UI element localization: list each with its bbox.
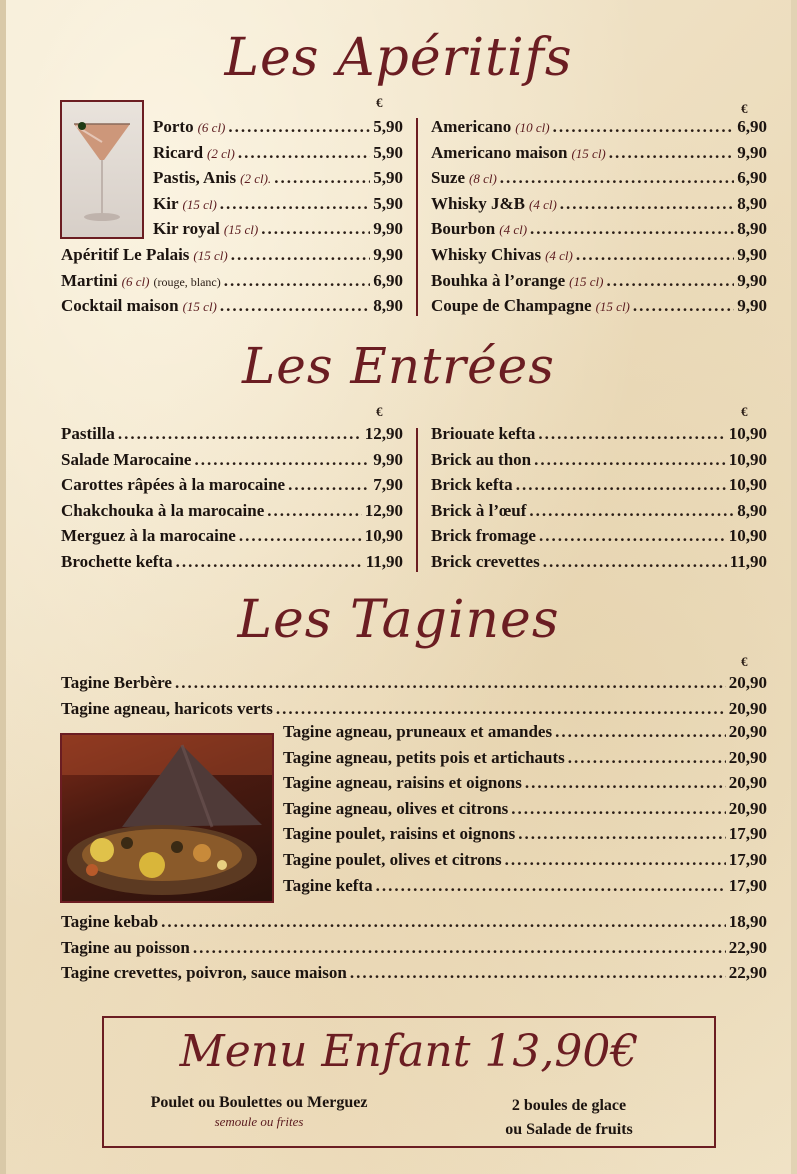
menu-item — [61, 501, 403, 527]
menu-item-volume: (15 cl) — [569, 273, 604, 289]
menu-item-price: 6,90 — [737, 117, 767, 136]
menu-item-name: Carottes râpées à la marocaine — [61, 475, 286, 495]
menu-item-volume: (15 cl) — [571, 145, 606, 161]
menu-item-volume: (4 cl) — [529, 196, 557, 212]
menu-item-leader — [568, 748, 726, 768]
menu-item-price: 8,90 — [373, 296, 403, 316]
aperitifs-left-column — [153, 117, 403, 245]
menu-item-name: Kir — [153, 193, 179, 213]
menu-item-leader — [220, 296, 370, 316]
menu-item-price: 20,90 — [728, 798, 767, 818]
menu-item-leader — [238, 143, 370, 163]
menu-item — [283, 799, 767, 825]
menu-item-price: 11,90 — [729, 551, 767, 571]
menu-item-price: 5,90 — [373, 117, 403, 136]
menu-item-volume: (2 cl). — [240, 171, 272, 187]
menu-item-name: Americano — [431, 117, 512, 136]
menu-item-leader — [194, 450, 370, 470]
menu-item-leader — [576, 245, 734, 265]
entrees-right-column — [431, 424, 767, 578]
entrees-title: Les Entrées — [242, 337, 555, 395]
menu-item-name: Tagine Berbère — [61, 673, 172, 692]
column-divider — [416, 118, 418, 316]
menu-item-name: Brick au thon — [431, 449, 532, 469]
menu-item-price: 12,90 — [364, 500, 403, 520]
menu-item-price: 5,90 — [373, 168, 403, 188]
menu-item-variant: (rouge, blanc) — [153, 274, 221, 289]
menu-item-leader — [274, 168, 370, 188]
menu-item — [61, 673, 767, 699]
menu-item-price: 9,90 — [737, 296, 767, 316]
menu-item-leader — [606, 271, 734, 291]
menu-item-leader — [539, 526, 726, 546]
menu-item-name: Bouhka à l’orange — [431, 270, 566, 290]
entrees-left-column — [61, 424, 403, 578]
menu-item-leader — [538, 424, 725, 444]
menu-item-price: 7,90 — [373, 475, 403, 495]
menu-item-name: Brochette kefta — [61, 551, 173, 571]
menu-item — [431, 424, 767, 450]
menu-item-leader — [261, 219, 370, 239]
menu-item-price: 12,90 — [364, 424, 403, 443]
menu-item-price: 9,90 — [373, 449, 403, 469]
menu-item — [431, 296, 767, 322]
menu-item — [61, 424, 403, 450]
tagine-dish-icon — [62, 735, 272, 901]
menu-item-price: 6,90 — [373, 270, 403, 290]
menu-item-volume: (6 cl) — [197, 120, 226, 135]
menu-item-leader — [534, 450, 726, 470]
menu-item-leader — [267, 501, 362, 521]
menu-item-price: 10,90 — [728, 424, 767, 443]
menu-item-name: Cocktail maison — [61, 296, 179, 316]
menu-item — [283, 722, 767, 748]
menu-enfant-box — [102, 1016, 716, 1148]
menu-item-leader — [175, 673, 726, 693]
menu-item-name: Whisky J&B — [431, 193, 525, 213]
tagines-bottom-list — [61, 912, 767, 989]
menu-item-leader — [516, 475, 726, 495]
menu-item-volume: (15 cl) — [595, 299, 630, 315]
menu-item — [431, 552, 767, 578]
menu-item-volume: (8 cl) — [469, 171, 497, 187]
menu-enfant-side: semoule ou frites — [214, 1114, 304, 1129]
menu-item — [153, 194, 403, 220]
menu-item-price: 20,90 — [728, 698, 767, 718]
menu-item-leader — [376, 876, 726, 896]
menu-item-price: 9,90 — [737, 270, 767, 290]
menu-enfant-main — [114, 1094, 404, 1130]
menu-item-name: Martini — [61, 270, 118, 290]
menu-item — [431, 219, 767, 245]
menu-item-price: 20,90 — [728, 747, 767, 767]
menu-item — [153, 219, 403, 245]
menu-item-price: 10,90 — [728, 449, 767, 469]
menu-item-volume: (2 cl) — [207, 145, 235, 161]
currency-symbol: € — [376, 404, 383, 419]
menu-item — [61, 296, 403, 322]
menu-item-price: 9,90 — [373, 219, 403, 239]
aperitifs-title: Les Apéritifs — [224, 28, 573, 88]
menu-item — [61, 450, 403, 476]
menu-item-price: 8,90 — [737, 500, 767, 520]
menu-item-name: Brick fromage — [431, 526, 536, 546]
menu-item-price: 6,90 — [737, 168, 767, 188]
menu-item — [61, 963, 767, 989]
menu-item-leader — [239, 526, 362, 546]
aperitifs-right-column — [431, 117, 767, 322]
menu-item-price: 20,90 — [728, 722, 767, 741]
menu-item-leader — [555, 722, 726, 742]
menu-item-price: 9,90 — [373, 245, 403, 264]
menu-item-name: Brick crevettes — [431, 551, 540, 571]
menu-item — [431, 168, 767, 194]
menu-item-name: Salade Marocaine — [61, 449, 192, 469]
menu-item-name: Suze — [431, 168, 465, 188]
menu-item-name: Tagine poulet, raisins et oignons — [283, 824, 516, 844]
menu-item-name: Porto — [153, 117, 194, 136]
menu-item-leader — [529, 501, 734, 521]
menu-item-price: 22,90 — [728, 963, 767, 983]
menu-item-name: Chakchouka à la marocaine — [61, 500, 265, 520]
menu-item-leader — [220, 194, 370, 214]
menu-item-volume: (15 cl) — [182, 196, 217, 212]
currency-symbol: € — [741, 101, 748, 116]
menu-item-name: Coupe de Champagne — [431, 296, 592, 316]
menu-item-leader — [118, 424, 362, 444]
menu-item-name: Americano maison — [431, 142, 568, 162]
menu-item-name: Apéritif Le Palais — [61, 245, 190, 264]
menu-item-volume: (4 cl) — [499, 222, 528, 238]
menu-item-leader — [518, 824, 726, 844]
tagines-title: Les Tagines — [237, 590, 560, 650]
menu-item-leader — [553, 117, 735, 137]
menu-item-name: Tagine crevettes, poivron, sauce maison — [61, 963, 347, 983]
menu-item-leader — [560, 194, 734, 214]
menu-item-leader — [530, 219, 734, 239]
menu-item — [431, 526, 767, 552]
menu-enfant-main-line: Poulet ou Boulettes ou Merguez — [150, 1094, 368, 1111]
menu-item — [61, 475, 403, 501]
column-divider — [416, 428, 418, 572]
cocktail-glass-icon — [62, 102, 142, 237]
menu-item — [283, 773, 767, 799]
menu-item — [431, 450, 767, 476]
menu-item-name: Tagine agneau, pruneaux et amandes — [283, 722, 553, 741]
menu-item — [283, 824, 767, 850]
menu-item-name: Kir royal — [153, 219, 220, 239]
menu-item-name: Tagine poulet, olives et citrons — [283, 849, 502, 869]
menu-item — [61, 552, 403, 578]
menu-item-leader — [609, 143, 734, 163]
menu-item-leader — [276, 699, 726, 719]
aperitifs-left-column-wide — [61, 245, 403, 322]
menu-item-price: 11,90 — [365, 551, 403, 571]
menu-item-name: Merguez à la marocaine — [61, 526, 236, 546]
menu-item-leader — [525, 773, 726, 793]
currency-symbol: € — [376, 95, 383, 110]
tagine-photo — [60, 733, 274, 903]
menu-item — [431, 475, 767, 501]
menu-item-name: Tagine agneau, petits pois et artichauts — [283, 747, 565, 767]
menu-item-leader — [228, 117, 370, 137]
menu-item-name: Brick kefta — [431, 475, 513, 495]
menu-item-price: 20,90 — [728, 673, 767, 692]
menu-item — [283, 876, 767, 902]
menu-item-price: 10,90 — [728, 526, 767, 546]
menu-item-price: 8,90 — [737, 219, 767, 239]
menu-item-volume: (15 cl) — [182, 299, 217, 315]
menu-item — [153, 143, 403, 169]
menu-item-name: Whisky Chivas — [431, 244, 542, 264]
menu-item-name: Bourbon — [431, 219, 496, 239]
tagines-top-list — [61, 673, 767, 724]
menu-item-price: 17,90 — [728, 824, 767, 844]
menu-item-name: Tagine kefta — [283, 875, 373, 895]
menu-item — [153, 168, 403, 194]
menu-item — [431, 271, 767, 297]
menu-item-name: Pastis, Anis — [153, 168, 237, 188]
menu-item-name: Brick à l’œuf — [431, 500, 527, 520]
menu-item-price: 8,90 — [737, 193, 767, 213]
menu-item-volume: (10 cl) — [515, 120, 550, 135]
menu-item — [153, 117, 403, 143]
menu-enfant-dessert — [464, 1094, 674, 1142]
menu-item-leader — [161, 912, 726, 932]
menu-item-name: Tagine au poisson — [61, 937, 190, 957]
menu-item — [283, 748, 767, 774]
menu-item — [431, 143, 767, 169]
menu-item-price: 9,90 — [737, 142, 767, 162]
menu-enfant-dessert-line-1: 2 boules de glace — [511, 1097, 627, 1114]
menu-item-name: Tagine agneau, raisins et oignons — [283, 773, 522, 793]
menu-item-price: 17,90 — [728, 875, 767, 895]
menu-enfant-dessert-line-2: ou Salade de fruits — [505, 1121, 633, 1138]
menu-item-leader — [176, 552, 363, 572]
menu-item-price: 5,90 — [373, 142, 403, 162]
menu-item-volume: (6 cl) — [121, 273, 150, 289]
menu-item-volume: (15 cl) — [223, 222, 259, 238]
menu-item-price: 9,90 — [737, 244, 767, 264]
menu-item — [61, 938, 767, 964]
menu-item-leader — [193, 938, 726, 958]
menu-item-leader — [500, 168, 734, 188]
menu-item — [61, 912, 767, 938]
menu-item — [431, 245, 767, 271]
cocktail-photo — [60, 100, 144, 239]
menu-item — [431, 117, 767, 143]
menu-item-price: 20,90 — [728, 773, 767, 793]
menu-item-name: Tagine agneau, haricots verts — [61, 698, 273, 718]
menu-item — [431, 501, 767, 527]
menu-item-leader — [543, 552, 727, 572]
tagines-middle-list — [283, 722, 767, 901]
menu-item — [61, 699, 767, 725]
menu-item-volume: (4 cl) — [545, 247, 573, 263]
menu-item-leader — [505, 850, 726, 870]
menu-item — [283, 850, 767, 876]
menu-item — [61, 245, 403, 271]
currency-symbol: € — [741, 654, 748, 669]
menu-enfant-title: Menu Enfant 13,90€ — [179, 1026, 639, 1077]
menu-item-leader — [511, 799, 725, 819]
menu-item-leader — [231, 245, 371, 265]
menu-item-leader — [288, 475, 370, 495]
menu-item-name: Pastilla — [61, 424, 115, 443]
menu-item-price: 10,90 — [364, 526, 403, 546]
menu-item-name: Ricard — [153, 142, 204, 162]
menu-item-price: 22,90 — [728, 937, 767, 957]
menu-item-price: 5,90 — [373, 193, 403, 213]
menu-item — [61, 526, 403, 552]
menu-item-price: 17,90 — [728, 849, 767, 869]
menu-item-volume: (15 cl) — [193, 248, 228, 263]
menu-item-leader — [633, 296, 734, 316]
menu-item — [431, 194, 767, 220]
menu-item-name: Briouate kefta — [431, 424, 536, 443]
menu-item-name: Tagine kebab — [61, 912, 159, 931]
menu-item-leader — [350, 963, 726, 983]
menu-item-name: Tagine agneau, olives et citrons — [283, 798, 509, 818]
menu-item — [61, 271, 403, 297]
menu-item-leader — [224, 271, 370, 291]
menu-item-price: 10,90 — [728, 475, 767, 495]
menu-item-price: 18,90 — [728, 912, 767, 931]
currency-symbol: € — [741, 404, 748, 419]
